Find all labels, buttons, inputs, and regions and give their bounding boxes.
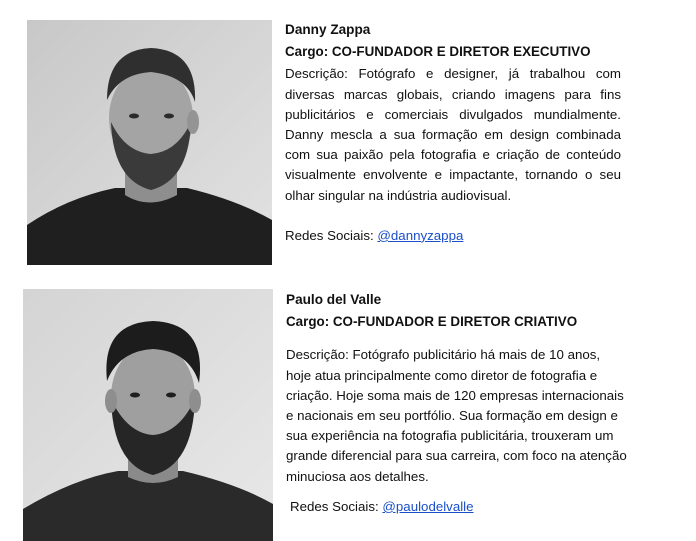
social-label: Redes Sociais:: [290, 498, 379, 514]
profile-role: Cargo: CO-FUNDADOR E DIRETOR CRIATIVO: [286, 314, 578, 330]
social-label: Redes Sociais:: [285, 227, 374, 243]
profile-card-danny-zappa: [285, 20, 621, 246]
social-link-paulodelvalle[interactable]: @paulodelvalle: [382, 498, 474, 514]
social-row: [285, 226, 621, 246]
social-row: [286, 497, 628, 517]
profile-photo-paulo-del-valle: [23, 289, 273, 541]
profile-description: Descrição: Fotógrafo e designer, já trabalhou com diversas marcas globais, criando imagens para fins publicitários e comerciais divulgados mundialmente. Danny mescla a sua formação em design combinada com sua paixão pela fotografia e criação de conteúdo visualmente envolvente e impactante, tornando o seu olhar singular na indústria audiovisual.: [285, 66, 621, 203]
profile-card-paulo-del-valle: [286, 290, 628, 517]
profile-name: Danny Zappa: [285, 22, 371, 37]
profile-name: Paulo del Valle: [286, 292, 382, 307]
profile-role: Cargo: CO-FUNDADOR E DIRETOR EXECUTIVO: [285, 44, 591, 60]
social-link-dannyzappa[interactable]: @dannyzappa: [377, 227, 464, 243]
profile-description: Descrição: Fotógrafo publicitário há mais de 10 anos, hoje atua principalmente como diretor de fotografia e criação. Hoje soma mais de 120 empresas internacionais e nacionais em seu portfólio. Sua formação em design e sua experiência na fotografia publicitária, trouxeram um grande diferencial para sua carreira, com foco na atenção minuciosa aos detalhes.: [286, 347, 627, 484]
profile-photo-danny-zappa: [27, 20, 272, 265]
